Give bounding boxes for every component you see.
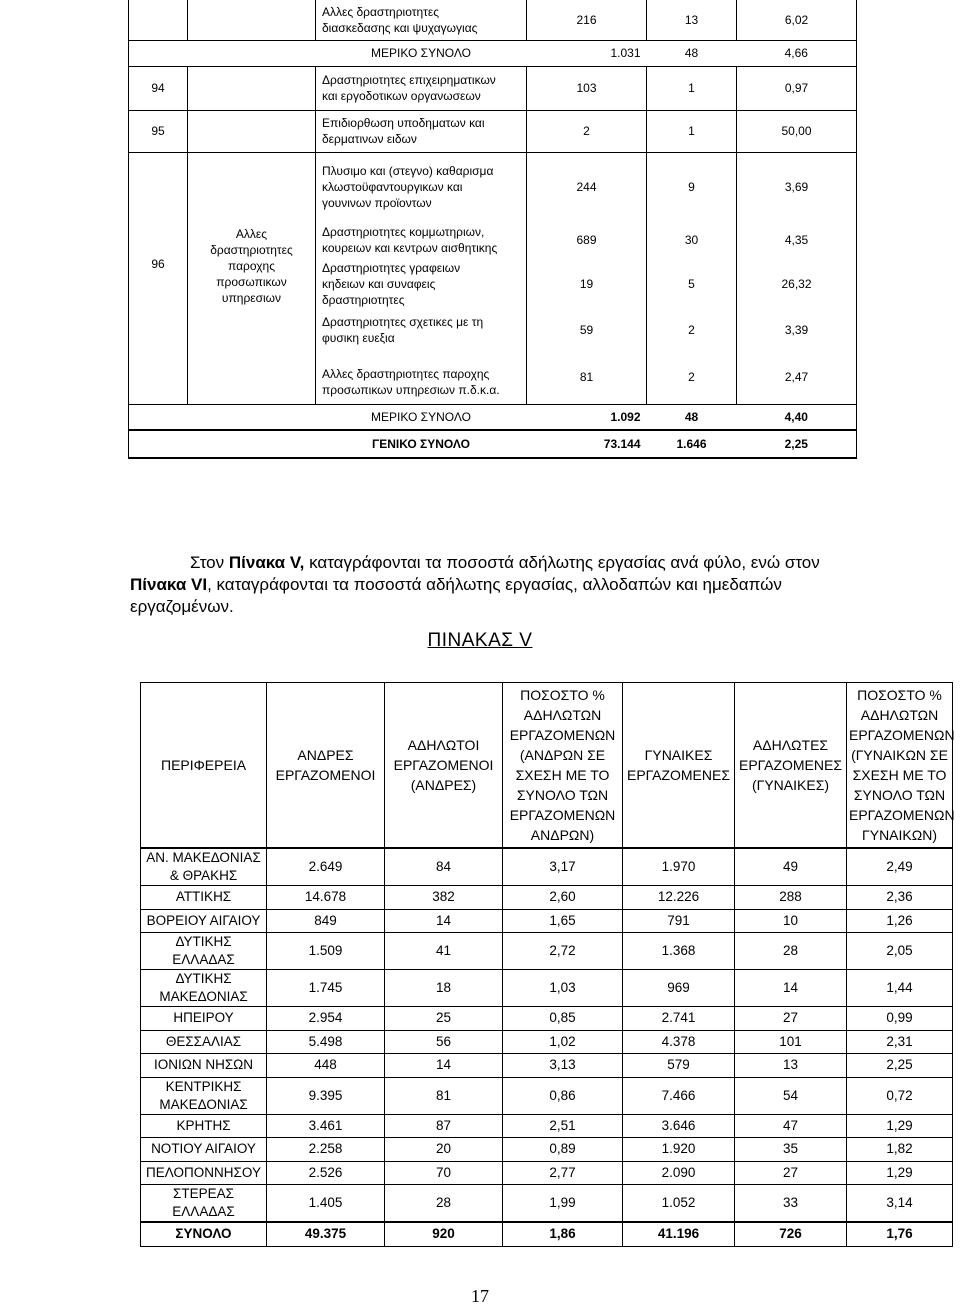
table-row (141, 1007, 953, 1031)
undeclared-cell: 2 (647, 310, 737, 350)
men-undeclared-cell: 382 (385, 886, 503, 910)
table-row (141, 933, 953, 970)
code-cell: 96 (129, 222, 188, 404)
table-row (141, 909, 953, 933)
region-cell: ΗΠΕΙΡΟΥ (141, 1007, 267, 1031)
workers-cell: 216 (527, 0, 647, 40)
col-header-region: ΠΕΡΙΦΕΡΕΙΑ (141, 683, 267, 849)
table-ref-vi: Πίνακα VI (130, 575, 208, 594)
col-header-men-pct: ΠΟΣΟΣΤΟ % ΑΔΗΛΩΤΩΝ ΕΡΓΑΖΟΜΕΝΩΝ (ΑΝΔΡΩΝ ΣΕ ΣΧΕΣΗ ΜΕ ΤΟ ΣΥΝΟΛΟ ΤΩΝ ΕΡΓΑΖΟΜΕΝΩΝ ΑΝΔΡΩΝ) (503, 683, 623, 849)
region-cell: ΔΥΤΙΚΗΣ ΕΛΛΑΔΑΣ (141, 933, 267, 970)
partial-total-row (129, 40, 857, 66)
women-pct-cell: 2,25 (847, 1054, 953, 1078)
women-undeclared-cell: 726 (735, 1222, 847, 1246)
table-v (140, 682, 953, 1247)
undeclared-cell: 30 (647, 222, 737, 258)
men-pct-cell: 2,72 (503, 933, 623, 970)
women-pct-cell: 2,31 (847, 1030, 953, 1054)
partial-total-row (129, 404, 857, 430)
women-pct-cell: 1,44 (847, 970, 953, 1007)
activity-label: Δραστηριοτητες σχετικες με τη φυσικη ευεξια (322, 315, 484, 345)
women-undeclared-cell: 47 (735, 1114, 847, 1138)
men-pct-cell: 1,65 (503, 909, 623, 933)
table-row (141, 1138, 953, 1162)
women-undeclared-cell: 33 (735, 1185, 847, 1223)
table-row (141, 970, 953, 1007)
men-cell: 1.405 (267, 1185, 385, 1223)
col-header-women-pct: ΠΟΣΟΣΤΟ % ΑΔΗΛΩΤΩΝ ΕΡΓΑΖΟΜΕΝΩΝ (ΓΥΝΑΙΚΩΝ ΣΕ ΣΧΕΣΗ ΜΕ ΤΟ ΣΥΝΟΛΟ ΤΩΝ ΕΡΓΑΖΟΜΕΝΩΝ ΓΥΝΑΙΚΩΝ) (847, 683, 953, 849)
women-pct-cell: 1,26 (847, 909, 953, 933)
page-number: 17 (471, 1286, 489, 1306)
col-header-women-undeclared: ΑΔΗΛΩΤΕΣ ΕΡΓΑΖΟΜΕΝΕΣ (ΓΥΝΑΙΚΕΣ) (735, 683, 847, 849)
women-undeclared-cell: 13 (735, 1054, 847, 1078)
women-cell: 1.920 (623, 1138, 735, 1162)
pct-cell: 6,02 (737, 0, 857, 40)
workers-cell: 1.092 (527, 404, 647, 430)
men-cell: 448 (267, 1054, 385, 1078)
men-pct-cell: 0,89 (503, 1138, 623, 1162)
table-row (129, 222, 857, 258)
workers-cell: 244 (527, 152, 647, 222)
men-cell: 2.526 (267, 1161, 385, 1185)
activity-label: Δραστηριοτητες κομμωτηριων, κουρειων και κεντρων αισθητικης (322, 225, 498, 255)
undeclared-cell: 9 (647, 152, 737, 222)
undeclared-cell: 5 (647, 258, 737, 310)
women-cell: 7.466 (623, 1077, 735, 1114)
grand-total-row (129, 430, 857, 458)
region-cell: ΣΤΕΡΕΑΣ ΕΛΛΑΔΑΣ (141, 1185, 267, 1223)
region-cell: ΣΥΝΟΛΟ (141, 1222, 267, 1246)
table-header-row (141, 683, 953, 849)
men-cell: 5.498 (267, 1030, 385, 1054)
men-cell: 49.375 (267, 1222, 385, 1246)
women-undeclared-cell: 101 (735, 1030, 847, 1054)
table-row (141, 1161, 953, 1185)
table-row (141, 886, 953, 910)
women-cell: 969 (623, 970, 735, 1007)
partial-total-label: ΜΕΡΙΚΟ ΣΥΝΟΛΟ (316, 404, 527, 430)
women-undeclared-cell: 35 (735, 1138, 847, 1162)
men-cell: 1.745 (267, 970, 385, 1007)
women-undeclared-cell: 49 (735, 848, 847, 886)
men-cell: 849 (267, 909, 385, 933)
workers-cell: 103 (527, 66, 647, 110)
undeclared-cell: 13 (647, 0, 737, 40)
women-pct-cell: 1,82 (847, 1138, 953, 1162)
women-undeclared-cell: 54 (735, 1077, 847, 1114)
table-row (129, 0, 857, 40)
men-cell: 2.954 (267, 1007, 385, 1031)
pct-cell: 2,25 (737, 430, 857, 458)
men-cell: 3.461 (267, 1114, 385, 1138)
women-undeclared-cell: 288 (735, 886, 847, 910)
men-cell: 2.258 (267, 1138, 385, 1162)
women-pct-cell: 2,05 (847, 933, 953, 970)
women-cell: 1.970 (623, 848, 735, 886)
activity-label: Δραστηριοτητες γραφειων κηδειων και συναφεις δραστηριοτητες (322, 261, 461, 307)
women-cell: 579 (623, 1054, 735, 1078)
men-pct-cell: 2,60 (503, 886, 623, 910)
col-header-men: ΑΝΔΡΕΣ ΕΡΓΑΖΟΜΕΝΟΙ (267, 683, 385, 849)
region-cell: ΑΤΤΙΚΗΣ (141, 886, 267, 910)
table-row (129, 152, 857, 222)
region-cell: ΒΟΡΕΙΟΥ ΑΙΓΑΙΟΥ (141, 909, 267, 933)
pct-cell: 4,35 (737, 222, 857, 258)
workers-cell: 73.144 (527, 430, 647, 458)
pct-cell: 3,69 (737, 152, 857, 222)
men-pct-cell: 3,17 (503, 848, 623, 886)
men-pct-cell: 1,99 (503, 1185, 623, 1223)
women-cell: 2.090 (623, 1161, 735, 1185)
men-undeclared-cell: 81 (385, 1077, 503, 1114)
men-undeclared-cell: 25 (385, 1007, 503, 1031)
women-undeclared-cell: 27 (735, 1161, 847, 1185)
col-header-women: ΓΥΝΑΙΚΕΣ ΕΡΓΑΖΟΜΕΝΕΣ (623, 683, 735, 849)
table-row (129, 110, 857, 152)
men-undeclared-cell: 28 (385, 1185, 503, 1223)
women-pct-cell: 2,36 (847, 886, 953, 910)
table-ref-v: Πίνακα V, (228, 553, 305, 572)
region-cell: ΔΥΤΙΚΗΣ ΜΑΚΕΔΟΝΙΑΣ (141, 970, 267, 1007)
men-undeclared-cell: 84 (385, 848, 503, 886)
women-cell: 41.196 (623, 1222, 735, 1246)
men-cell: 1.509 (267, 933, 385, 970)
women-cell: 1.368 (623, 933, 735, 970)
workers-cell: 59 (527, 310, 647, 350)
men-undeclared-cell: 41 (385, 933, 503, 970)
region-cell: ΙΟΝΙΩΝ ΝΗΣΩΝ (141, 1054, 267, 1078)
region-cell: ΚΕΝΤΡΙΚΗΣ ΜΑΚΕΔΟΝΙΑΣ (141, 1077, 267, 1114)
men-undeclared-cell: 20 (385, 1138, 503, 1162)
women-undeclared-cell: 10 (735, 909, 847, 933)
activity-label: Αλλες δραστηριοτητες διασκεδασης και ψυχαγωγιας (322, 4, 478, 35)
workers-cell: 689 (527, 222, 647, 258)
intro-paragraph: Στον Πίνακα V, καταγράφονται τα ποσοστά αδήλωτης εργασίας ανά φύλο, ενώ στον Πίνακα VI, καταγράφονται τα ποσοστά αδήλωτης εργασίας, αλλοδαπών και ημεδαπών εργαζομένων. (130, 553, 820, 616)
pct-cell: 0,97 (737, 66, 857, 110)
pct-cell: 50,00 (737, 110, 857, 152)
undeclared-cell: 48 (647, 404, 737, 430)
women-pct-cell: 1,29 (847, 1161, 953, 1185)
activity-table (128, 0, 857, 459)
women-cell: 2.741 (623, 1007, 735, 1031)
undeclared-cell: 1 (647, 110, 737, 152)
undeclared-cell: 48 (647, 40, 737, 66)
pct-cell: 26,32 (737, 258, 857, 310)
code-cell: 94 (129, 66, 188, 110)
men-pct-cell: 2,51 (503, 1114, 623, 1138)
region-cell: ΑΝ. ΜΑΚΕΔΟΝΙΑΣ & ΘΡΑΚΗΣ (141, 848, 267, 886)
men-pct-cell: 0,86 (503, 1077, 623, 1114)
table-row (141, 848, 953, 886)
women-pct-cell: 2,49 (847, 848, 953, 886)
men-undeclared-cell: 70 (385, 1161, 503, 1185)
table-v-title: ΠΙΝΑΚΑΣ V (427, 630, 533, 651)
men-pct-cell: 0,85 (503, 1007, 623, 1031)
table-row (141, 1185, 953, 1223)
women-cell: 791 (623, 909, 735, 933)
workers-cell: 1.031 (527, 40, 647, 66)
men-pct-cell: 1,03 (503, 970, 623, 1007)
region-cell: ΝΟΤΙΟΥ ΑΙΓΑΙΟΥ (141, 1138, 267, 1162)
pct-cell: 2,47 (737, 350, 857, 404)
men-undeclared-cell: 87 (385, 1114, 503, 1138)
women-pct-cell: 0,72 (847, 1077, 953, 1114)
women-pct-cell: 1,29 (847, 1114, 953, 1138)
men-undeclared-cell: 14 (385, 1054, 503, 1078)
table-row (141, 1077, 953, 1114)
code-cell: 95 (129, 110, 188, 152)
men-cell: 2.649 (267, 848, 385, 886)
undeclared-cell: 1.646 (647, 430, 737, 458)
total-row (141, 1222, 953, 1246)
pct-cell: 3,39 (737, 310, 857, 350)
women-cell: 1.052 (623, 1185, 735, 1223)
men-cell: 14.678 (267, 886, 385, 910)
pct-cell: 4,66 (737, 40, 857, 66)
women-undeclared-cell: 14 (735, 970, 847, 1007)
table-row (129, 66, 857, 110)
undeclared-cell: 2 (647, 350, 737, 404)
women-cell: 4.378 (623, 1030, 735, 1054)
men-pct-cell: 2,77 (503, 1161, 623, 1185)
table-row (141, 1054, 953, 1078)
men-pct-cell: 1,02 (503, 1030, 623, 1054)
partial-total-label: ΜΕΡΙΚΟ ΣΥΝΟΛΟ (316, 40, 527, 66)
men-undeclared-cell: 14 (385, 909, 503, 933)
men-undeclared-cell: 18 (385, 970, 503, 1007)
table-row (141, 1030, 953, 1054)
activity-label: Επιδιορθωση υποδηματων και δερματινων ειδων (322, 116, 485, 146)
women-undeclared-cell: 28 (735, 933, 847, 970)
men-cell: 9.395 (267, 1077, 385, 1114)
col-header-men-undeclared: ΑΔΗΛΩΤΟΙ ΕΡΓΑΖΟΜΕΝΟΙ (ΑΝΔΡΕΣ) (385, 683, 503, 849)
men-pct-cell: 1,86 (503, 1222, 623, 1246)
workers-cell: 81 (527, 350, 647, 404)
women-cell: 3.646 (623, 1114, 735, 1138)
region-cell: ΘΕΣΣΑΛΙΑΣ (141, 1030, 267, 1054)
men-undeclared-cell: 920 (385, 1222, 503, 1246)
activity-label: Πλυσιμο και (στεγνο) καθαρισμα κλωστοϋφαντουργικων και γουνινων προϊοντων (322, 164, 494, 211)
grand-total-label: ΓΕΝΙΚΟ ΣΥΝΟΛΟ (316, 430, 527, 458)
table-row (141, 1114, 953, 1138)
men-pct-cell: 3,13 (503, 1054, 623, 1078)
workers-cell: 19 (527, 258, 647, 310)
undeclared-cell: 1 (647, 66, 737, 110)
pct-cell: 4,40 (737, 404, 857, 430)
workers-cell: 2 (527, 110, 647, 152)
group-label: Αλλες δραστηριοτητες παροχης προσωπικων υπηρεσιων (188, 222, 316, 404)
women-pct-cell: 3,14 (847, 1185, 953, 1223)
activity-label: Αλλες δραστηριοτητες παροχης προσωπικων υπηρεσιων π.δ.κ.α. (322, 366, 500, 397)
women-pct-cell: 0,99 (847, 1007, 953, 1031)
region-cell: ΚΡΗΤΗΣ (141, 1114, 267, 1138)
men-undeclared-cell: 56 (385, 1030, 503, 1054)
women-pct-cell: 1,76 (847, 1222, 953, 1246)
women-undeclared-cell: 27 (735, 1007, 847, 1031)
women-cell: 12.226 (623, 886, 735, 910)
activity-label: Δραστηριοτητες επιχειρηματικων και εργοδοτικων οργανωσεων (322, 73, 496, 103)
region-cell: ΠΕΛΟΠΟΝΝΗΣΟΥ (141, 1161, 267, 1185)
